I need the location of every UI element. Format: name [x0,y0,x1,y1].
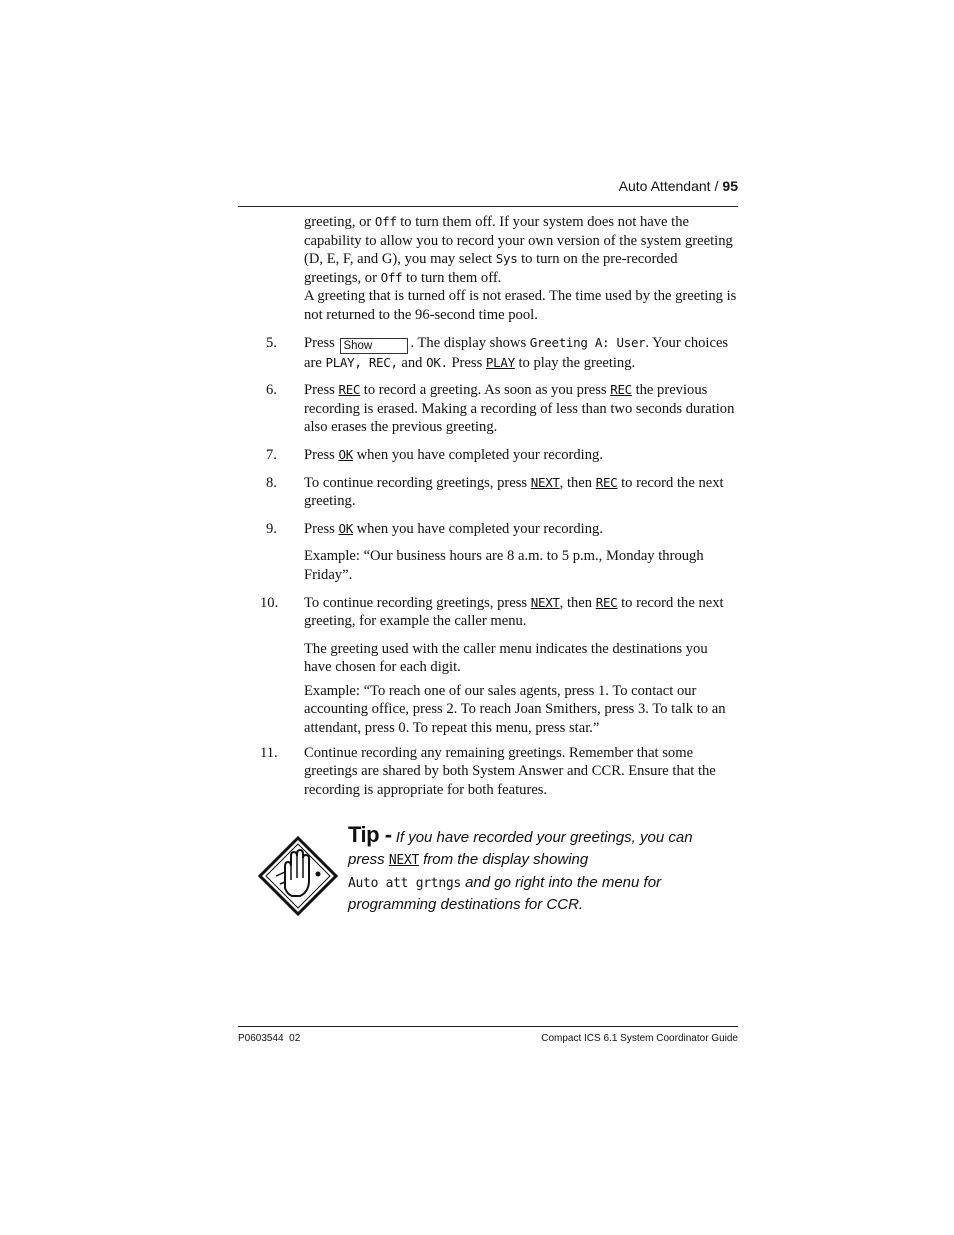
tip-line-3: Auto att grtngs and go right into the menu for [348,874,662,891]
example-business-hours: Example: “Our business hours are 8 a.m. to 5 p.m., Monday through Friday”. [304,548,704,583]
step-number: 5. [266,334,277,351]
header-separator: / [714,178,719,194]
softkey-rec: REC [610,382,632,398]
step-10: 10. To continue recording greetings, press NEXT, then REC to record the next greeting, for example the caller menu. [260,594,724,630]
document-number: P0603544 02 [238,1033,301,1044]
step-8: 8. To continue recording greetings, press NEXT, then REC to record the next greeting. [266,474,724,510]
page-footer [238,1026,738,1047]
tip-line-4: programming destinations for CCR. [348,896,584,913]
lcd-sys: Sys [495,251,518,267]
lcd-off: Off [380,269,403,285]
lcd-off: Off [374,214,397,229]
page-body [238,213,738,799]
softkey-next: NEXT [530,474,560,490]
intro-note: A greeting that is turned off is not erased. The time used by the greeting is not returned to the 96-second time pool. [304,288,737,323]
tip-line-1: Tip - If you have recorded your greetings, you can [348,822,693,847]
softkey-next: NEXT [530,594,560,610]
section-title: Auto Attendant [618,178,711,194]
step-number: 10. [260,594,279,611]
intro-paragraph: greeting, or Off to turn them off. If your system does not have the capability to allow you to record your own version of the system greeting (D, E, F, and G), you may select Sys to turn on the pre-recorded greetings, or Off to turn them off. [304,214,733,286]
softkey-play: PLAY [485,354,515,370]
softkey-next: NEXT [388,853,419,868]
lcd-greeting-a-user: Greeting A: User [529,334,646,350]
document-title: Compact ICS 6.1 System Coordinator Guide [541,1033,738,1044]
softkey-ok: OK [338,446,353,462]
lcd-play-rec: PLAY, REC, [325,354,398,370]
step-number: 6. [266,382,277,399]
pointing-hand-icon [258,836,338,916]
step-number: 7. [266,446,277,463]
tip-box [258,824,738,924]
tip-text [348,824,738,915]
step-number: 8. [266,474,277,491]
step-number: 9. [266,520,277,537]
tip-label: Tip - [348,822,392,847]
show-key: Show [340,338,408,354]
lcd-ok: OK. [426,354,448,370]
step-5: 5. Press Show . The display shows Greeting A: User. Your choices are PLAY, REC, and OK. Press PLAY to play the greeting. [266,334,729,371]
step-6: 6. Press REC to record a greeting. As soon as you press REC the previous recording is erased. Making a recording of less than two seconds duration also erases the previous greeting. [266,382,735,436]
example-caller-menu: Example: “To reach one of our sales agents, press 1. To contact our accounting office, press 2. To reach Joan Smithers, press 3. To talk to an attendant, press 0. To repeat this menu, press star.” [304,682,726,737]
page-number: 95 [722,178,738,194]
step-7: 7. Press OK when you have completed your recording. [266,446,603,463]
step-9: 9. Press OK when you have completed your recording. [266,520,603,537]
softkey-rec: REC [338,382,361,398]
tip-line-2: press NEXT from the display showing [348,851,589,868]
caller-menu-note: The greeting used with the caller menu indicates the destinations you have chosen for each digit. [304,640,708,676]
step-number: 11. [260,744,278,761]
step-11: 11. Continue recording any remaining greetings. Remember that some greetings are shared by both System Answer and CCR. Ensure that the recording is appropriate for both features. [260,744,716,798]
lcd-auto-att-grtngs: Auto att grtngs [348,876,461,891]
softkey-rec: REC [595,594,618,610]
page-header [238,178,738,207]
softkey-rec: REC [595,474,618,490]
softkey-ok: OK [338,520,353,536]
